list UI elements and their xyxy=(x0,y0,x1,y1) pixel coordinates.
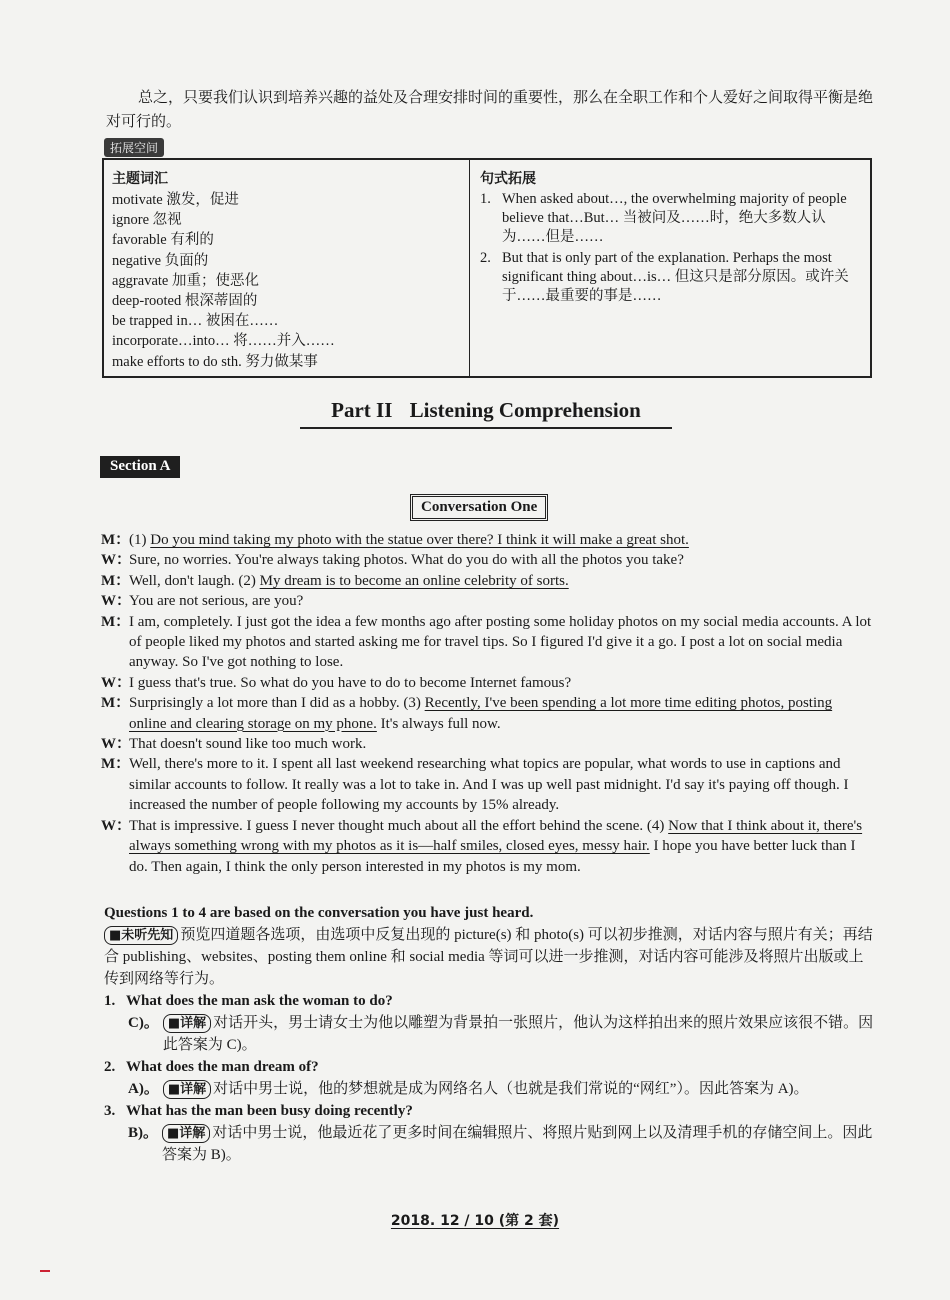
question-text: What has the man been busy doing recently? xyxy=(126,1103,413,1119)
pattern-number: 2. xyxy=(480,250,491,266)
questions-section xyxy=(104,902,874,1166)
expand-section-tag: 拓展空间 xyxy=(104,138,164,157)
explanation-text: 对话中男士说，他的梦想就是成为网络名人（也就是我们常说的“网红”）。因此答案为 A)。 xyxy=(213,1081,809,1097)
dialogue-turn xyxy=(101,530,873,550)
dialogue-turn xyxy=(101,754,873,815)
explain-badge: ■详解 xyxy=(162,1124,210,1143)
pattern-item xyxy=(480,249,862,306)
answer-explanation xyxy=(104,1012,874,1056)
answer-letter: C)。 xyxy=(128,1015,159,1031)
explanation-text: 对话开头，男士请女士为他以雕塑为背景拍一张照片，他认为这样拍出来的照片效果应该很不错。因此答案为 C)。 xyxy=(162,1015,874,1053)
vocab-item: motivate 激发，促进 xyxy=(112,192,239,208)
dialogue-turn xyxy=(101,816,873,877)
utterance: Surprisingly a lot more than I did as a hobby. (3) Recently, I've been spending a lot more time editing photos, posting online and clearing storage on my phone. It's always full now. xyxy=(129,695,833,732)
question-number: 1. xyxy=(104,993,116,1009)
underlined-answer: Do you mind taking my photo with the statue over there? I think it will make a great shot. xyxy=(150,532,689,548)
margin-mark xyxy=(40,1270,50,1272)
dialogue-turn xyxy=(101,571,873,591)
vocab-table xyxy=(102,158,872,378)
vocab-item: make efforts to do sth. 努力做某事 xyxy=(112,353,318,370)
speaker: M： xyxy=(101,756,131,773)
question-number: 3. xyxy=(104,1103,116,1119)
speaker: M： xyxy=(101,532,131,548)
speaker: W： xyxy=(101,552,132,569)
explain-badge: ■详解 xyxy=(163,1080,211,1099)
dialogue-turn xyxy=(101,693,873,734)
dialogue-turn xyxy=(101,673,873,693)
pattern-item xyxy=(480,190,862,247)
dialogue-turn xyxy=(101,550,873,570)
underlined-answer: Recently, I've been spending a lot more time editing photos, posting online and clearing storage on my phone. xyxy=(129,695,833,732)
vocab-item: negative 负面的 xyxy=(112,252,209,269)
answer-letter: A)。 xyxy=(128,1081,159,1097)
pattern-text: When asked about…, the overwhelming majority of people believe that…But… 当被问及……时，绝大多数人认为……但是…… xyxy=(502,191,847,245)
conversation-title: Conversation One xyxy=(410,494,548,521)
part-label: Part II xyxy=(331,398,393,422)
question xyxy=(104,990,874,1012)
sentence-patterns-column xyxy=(470,160,870,376)
theme-vocab-column xyxy=(104,160,470,376)
answer-letter: B)。 xyxy=(128,1125,159,1141)
speaker: W： xyxy=(101,593,132,610)
theme-vocab-heading: 主题词汇 xyxy=(112,171,168,187)
answer-explanation xyxy=(104,1078,874,1100)
footer-date: 2018. 12 / 10 (第 2 套) xyxy=(390,1213,560,1229)
speaker: M： xyxy=(101,572,131,589)
vocab-item: ignore 忽视 xyxy=(112,212,182,229)
speaker: M： xyxy=(101,613,131,630)
question-text: What does the man dream of? xyxy=(126,1059,319,1075)
section-label: Section A xyxy=(100,456,180,478)
utterance: Well, don't laugh. (2) My dream is to become an online celebrity of sorts. xyxy=(129,572,569,589)
vocab-item: be trapped in… 被困在…… xyxy=(112,313,279,330)
utterance: That is impressive. I guess I never thought much about all the effort behind the scene. (4) Now that I think about it, there's always something wrong with my photos as it is—half smiles, closed eyes, messy hair. I hope you have better luck than I do. Then again, I think the only person interested in my photos is my mom. xyxy=(129,817,863,875)
dialogue-turn xyxy=(101,591,873,611)
vocab-item: deep-rooted 根深蒂固的 xyxy=(112,293,258,310)
vocab-item: incorporate…into… 将……并入…… xyxy=(112,333,335,350)
utterance: You are not serious, are you? xyxy=(129,593,304,610)
dialogue-turn xyxy=(101,612,873,673)
sentence-patterns-heading: 句式拓展 xyxy=(480,171,536,187)
speaker: W： xyxy=(101,817,132,834)
preview-badge: ■未听先知 xyxy=(104,926,178,945)
pattern-number: 1. xyxy=(480,191,491,207)
part-name: Listening Comprehension xyxy=(409,398,641,422)
vocab-item: favorable 有利的 xyxy=(112,232,214,249)
utterance: Sure, no worries. You're always taking photos. What do you do with all the photos you take? xyxy=(129,552,684,569)
vocab-item: aggravate 加重；使恶化 xyxy=(112,272,259,289)
dialogue xyxy=(101,530,873,877)
preview-note xyxy=(104,924,874,990)
question-text: What does the man ask the woman to do? xyxy=(126,993,393,1009)
answer-explanation xyxy=(104,1122,874,1166)
utterance: I am, completely. I just got the idea a few months ago after posting some holiday photos on my social media accounts. A lot of people liked my photos and started asking me for travel tips. So I figured I'd give it a go. I post a lot on social media anyway. So I've got nothing to lose. xyxy=(129,613,872,671)
underlined-answer: My dream is to become an online celebrity of sorts. xyxy=(259,572,569,589)
part-title xyxy=(300,398,672,429)
question xyxy=(104,1100,874,1122)
pattern-text: But that is only part of the explanation. Perhaps the most significant thing about…is… 但这只是部分原因。或许关于……最重要的事是…… xyxy=(502,250,849,304)
utterance: Well, there's more to it. I spent all last weekend researching what topics are popular, what words to use in captions and similar accounts to follow. It really was a lot to take in. And I was up well past midnight. I'd say it's paying off though. I increased the number of people following my accounts by 15% already. xyxy=(129,756,849,814)
questions-heading: Questions 1 to 4 are based on the conversation you have just heard. xyxy=(104,905,534,921)
intro-paragraph: 总之，只要我们认识到培养兴趣的益处及合理安排时间的重要性，那么在全职工作和个人爱好之间取得平衡是绝对可行的。 xyxy=(106,90,874,130)
speaker: M： xyxy=(101,695,131,712)
underlined-answer: Now that I think about it, there's always something wrong with my photos as it is—half smiles, closed eyes, messy hair. xyxy=(129,817,863,855)
preview-text: 预览四道题各选项，由选项中反复出现的 picture(s) 和 photo(s) 可以初步推测，对话内容与照片有关；再结合 publishing、websites、posting them online 和 social media 等词可以进一步推测，对话内容可能涉及将照片出版或上传到网络等行为。 xyxy=(104,927,873,987)
explanation-text: 对话中男士说，他最近花了更多时间在编辑照片、将照片贴到网上以及清理手机的存储空间上。因此答案为 B)。 xyxy=(162,1125,873,1163)
page-footer xyxy=(0,1210,950,1230)
utterance: I guess that's true. So what do you have to do to become Internet famous? xyxy=(129,674,572,691)
speaker: W： xyxy=(101,674,132,691)
dialogue-turn xyxy=(101,734,873,754)
question-number: 2. xyxy=(104,1059,116,1075)
utterance: (1) Do you mind taking my photo with the statue over there? I think it will make a great shot. xyxy=(129,532,689,548)
explain-badge: ■详解 xyxy=(163,1014,211,1033)
question xyxy=(104,1056,874,1078)
utterance: That doesn't sound like too much work. xyxy=(129,736,367,753)
speaker: W： xyxy=(101,736,132,753)
